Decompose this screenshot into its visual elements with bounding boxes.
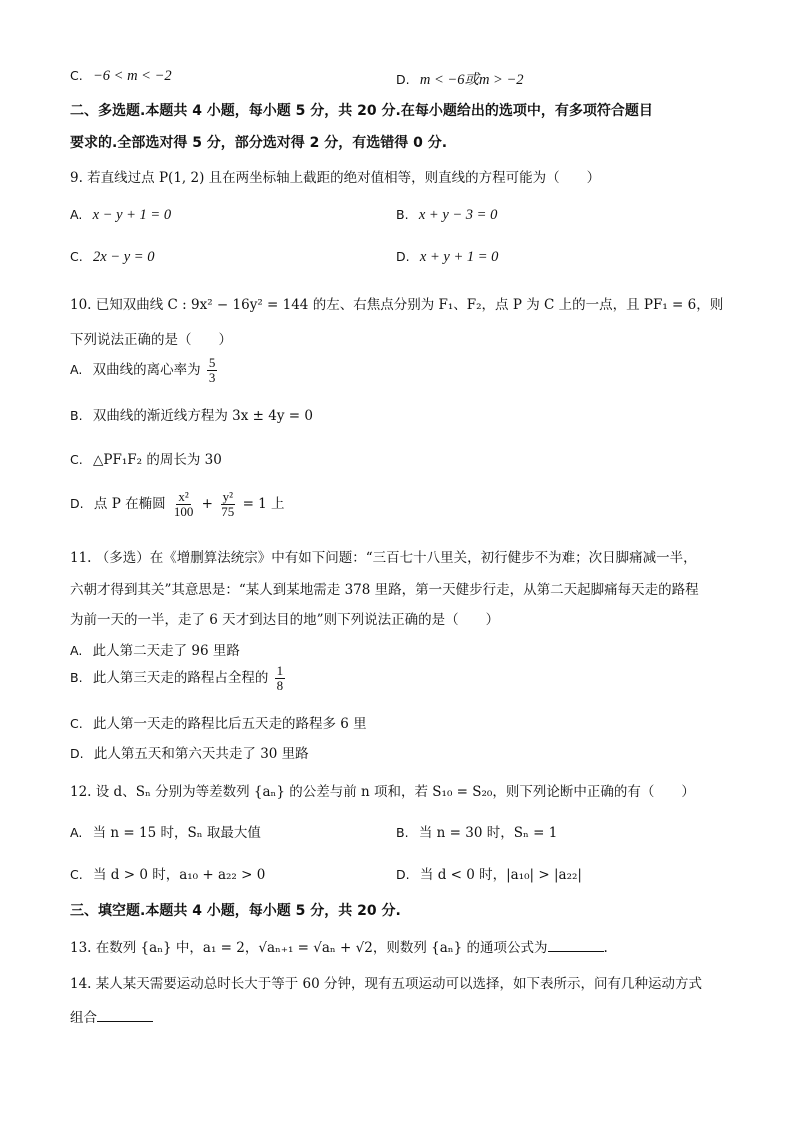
fraction-x xyxy=(172,490,196,519)
fraction-denominator: 8 xyxy=(276,678,284,693)
fraction-y xyxy=(219,490,236,519)
q12-option-d xyxy=(396,863,582,883)
answer-blank[interactable] xyxy=(548,939,604,952)
q11-stem-line1: 11. （多选）在《增删算法统宗》中有如下问题：“三百七十八里关，初行健步不为难；次日脚痛减一半， xyxy=(70,550,697,566)
option-text: x − y + 1 = 0 xyxy=(92,207,172,223)
q9-option-b xyxy=(396,207,497,224)
fraction-denominator: 3 xyxy=(208,370,216,385)
option-text: △PF₁F₂ 的周长为 30 xyxy=(93,452,222,468)
q10-option-c xyxy=(70,448,222,468)
fraction xyxy=(275,664,286,693)
option-text: 当 n = 30 时，Sₙ = 1 xyxy=(418,825,558,841)
option-text: x + y + 1 = 0 xyxy=(419,249,499,265)
option-text: 当 d < 0 时，|a₁₀| > |a₂₂| xyxy=(419,867,582,883)
q14-stem-text: 组合 xyxy=(70,1010,97,1026)
option-label: D. xyxy=(396,867,410,882)
q10-option-b xyxy=(70,404,313,424)
q13-stem-end: . xyxy=(603,940,608,956)
option-label: B. xyxy=(70,408,83,423)
option-text: 双曲线的离心率为 xyxy=(92,362,201,378)
q14-stem-line1: 14. 某人某天需要运动总时长大于等于 60 分钟，现有五项运动可以选择，如下表所示，问有几种运动方式 xyxy=(70,976,703,992)
option-text: 此人第二天走了 96 里路 xyxy=(92,643,240,659)
fraction-numerator: 5 xyxy=(208,355,216,370)
option-label: A. xyxy=(70,643,83,658)
q11-option-d xyxy=(70,742,309,762)
option-text: 当 d > 0 时，a₁₀ + a₂₂ > 0 xyxy=(93,867,266,883)
section2-heading-line2: 要求的.全部选对得 5 分，部分选对得 2 分，有选错得 0 分. xyxy=(70,135,448,151)
fraction-numerator: x² xyxy=(178,489,189,504)
option-text: 当 n = 15 时，Sₙ 取最大值 xyxy=(92,825,261,841)
option-text: x + y − 3 = 0 xyxy=(418,207,498,223)
option-text: 此人第五天和第六天共走了 30 里路 xyxy=(93,746,309,762)
q9-option-d xyxy=(396,249,498,266)
q14-stem-line2 xyxy=(70,1006,153,1026)
option-text-post: = 1 上 xyxy=(242,496,285,512)
option-text: m < −6或m > −2 xyxy=(419,72,524,88)
q9-option-c xyxy=(70,249,154,266)
option-label: C. xyxy=(70,867,83,882)
option-label: C. xyxy=(70,716,83,731)
option-label: C. xyxy=(70,68,83,83)
option-text: −6 < m < −2 xyxy=(93,68,172,84)
q11-option-c xyxy=(70,712,367,732)
q11-option-a xyxy=(70,639,240,659)
option-label: A. xyxy=(70,207,83,222)
fraction-denominator: 75 xyxy=(221,504,235,519)
option-label: D. xyxy=(70,496,84,511)
q8-option-d xyxy=(396,68,524,89)
section3-heading: 三、填空题.本题共 4 小题，每小题 5 分，共 20 分. xyxy=(70,903,401,919)
q11-stem-line2: 六朝才得到其关”其意思是：“某人到某地需走 378 里路，第一天健步行走，从第二天起脚痛每天走的路程 xyxy=(70,582,699,598)
option-label: B. xyxy=(396,825,409,840)
option-text: 此人第三天走的路程占全程的 xyxy=(92,670,269,686)
q10-stem-line1: 10. 已知双曲线 C : 9x² − 16y² = 144 的左、右焦点分别为 F₁、F₂，点 P 为 C 上的一点，且 PF₁ = 6，则 xyxy=(70,297,724,313)
q10-stem-line2: 下列说法正确的是（ ） xyxy=(70,332,232,348)
fraction-numerator: 1 xyxy=(276,663,284,678)
option-text: 2x − y = 0 xyxy=(93,249,155,265)
section2-heading-line1: 二、多选题.本题共 4 小题，每小题 5 分，共 20 分.在每小题给出的选项中，有多项符合题目 xyxy=(70,103,653,119)
q12-option-a xyxy=(70,821,261,841)
q13-stem-text: 13. 在数列 {aₙ} 中，a₁ = 2，√aₙ₊₁ = √aₙ + √2，则数列 {aₙ} 的通项公式为 xyxy=(70,940,548,956)
option-label: D. xyxy=(396,72,410,87)
q9-option-a xyxy=(70,207,171,224)
option-label: D. xyxy=(70,746,84,761)
option-label: B. xyxy=(70,670,83,685)
answer-blank[interactable] xyxy=(97,1009,153,1022)
q10-option-a xyxy=(70,356,219,385)
q11-stem-line3: 为前一天的一半，走了 6 天才到达目的地”则下列说法正确的是（ ） xyxy=(70,612,500,628)
option-text: 双曲线的渐近线方程为 3x ± 4y = 0 xyxy=(92,408,313,424)
plus-sign: + xyxy=(201,496,213,512)
option-text-pre: 点 P 在椭圆 xyxy=(93,496,166,512)
option-label: A. xyxy=(70,825,83,840)
q8-option-c xyxy=(70,68,172,85)
fraction xyxy=(207,356,218,385)
q9-stem: 9. 若直线过点 P(1, 2) 且在两坐标轴上截距的绝对值相等，则直线的方程可能为（ ） xyxy=(70,170,601,186)
q12-option-c xyxy=(70,863,265,883)
fraction-numerator: y² xyxy=(222,489,233,504)
option-label: C. xyxy=(70,249,83,264)
q12-stem: 12. 设 d、Sₙ 分别为等差数列 {aₙ} 的公差与前 n 项和，若 S₁₀ = S₂₀，则下列论断中正确的有（ ） xyxy=(70,784,695,800)
fraction-denominator: 100 xyxy=(173,504,194,519)
q12-option-b xyxy=(396,821,557,841)
option-text: 此人第一天走的路程比后五天走的路程多 6 里 xyxy=(93,716,367,732)
q11-option-b xyxy=(70,664,287,693)
q10-option-d xyxy=(70,490,285,519)
option-label: B. xyxy=(396,207,409,222)
option-label: D. xyxy=(396,249,410,264)
option-label: C. xyxy=(70,452,83,467)
option-label: A. xyxy=(70,362,83,377)
q13-stem xyxy=(70,936,608,956)
